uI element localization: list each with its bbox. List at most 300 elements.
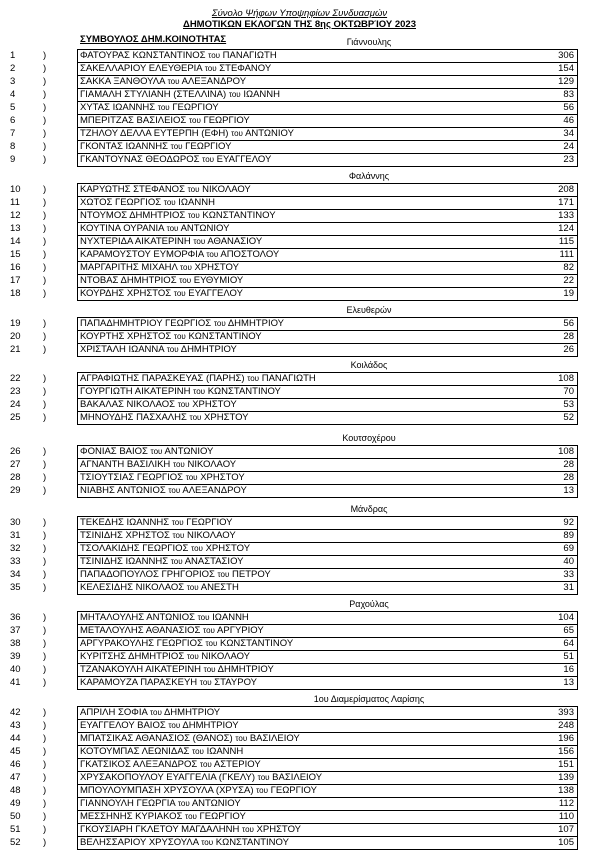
vote-count: 115 <box>558 236 574 247</box>
row-number-paren: ) <box>43 556 47 567</box>
vote-count: 105 <box>558 837 574 848</box>
row-number-paren: ) <box>43 115 47 126</box>
vote-count: 26 <box>563 344 574 355</box>
candidate-surname: ΣΑΚΚΑ ΞΑΝΘΟΥΛΑ <box>80 76 165 87</box>
vote-count: 46 <box>563 115 574 126</box>
table-row <box>10 317 578 330</box>
father-name: ΕΥΘΥΜΙΟΥ <box>193 275 244 286</box>
row-number-paren: ) <box>43 472 47 483</box>
father-name: ΠΑΝΑΓΙΩΤΗ <box>261 373 316 384</box>
row-number: 31 <box>10 530 21 541</box>
father-name: ΠΕΤΡΟΥ <box>232 569 271 580</box>
table-row <box>10 637 578 650</box>
candidate-surname: ΜΗΝΟΥΔΗΣ ΠΑΣΧΑΛΗΣ <box>80 412 187 423</box>
son-of-label: του <box>166 224 179 233</box>
vote-count: 129 <box>558 76 574 87</box>
father-name: ΔΗΜΗΤΡΙΟΥ <box>180 344 237 355</box>
table-row <box>10 758 578 771</box>
row-number: 48 <box>10 785 21 796</box>
row-number: 46 <box>10 759 21 770</box>
row-number: 37 <box>10 625 21 636</box>
table-row <box>10 676 578 689</box>
candidate-name <box>80 398 237 411</box>
row-number: 24 <box>10 399 21 410</box>
candidate-surname: ΜΠΟΥΛΟΥΜΠΑΣΗ ΧΡΥΣΟΥΛΑ (ΧΡΥΣΑ) <box>80 785 254 796</box>
vote-count: 89 <box>563 530 574 541</box>
father-name: ΔΗΜΗΤΡΙΟΥ <box>227 318 285 329</box>
son-of-label: του <box>185 812 197 821</box>
table-row <box>10 611 578 624</box>
row-number-paren: ) <box>43 373 47 384</box>
son-of-label: του <box>193 237 206 246</box>
vote-count: 53 <box>563 399 574 410</box>
son-of-label: του <box>150 447 163 456</box>
candidate-name <box>80 49 277 62</box>
row-number: 12 <box>10 210 21 221</box>
row-number: 2 <box>10 63 16 74</box>
table-row <box>10 248 578 261</box>
row-number-paren: ) <box>43 530 47 541</box>
candidate-surname: ΤΣΙΟΥΤΣΙΑΣ ΓΕΩΡΓΙΟΣ <box>80 472 184 483</box>
row-number-paren: ) <box>43 331 47 342</box>
row-number-paren: ) <box>43 824 47 835</box>
table-row <box>10 650 578 663</box>
row-number: 8 <box>10 141 16 152</box>
row-number: 52 <box>10 837 21 848</box>
table-row <box>10 581 578 594</box>
table-row <box>10 810 578 823</box>
candidate-name <box>80 471 245 484</box>
row-number-paren: ) <box>43 344 47 355</box>
candidate-surname: ΜΗΤΑΛΟΥΛΗΣ ΑΝΤΩΝΙΟΣ <box>80 612 195 623</box>
father-name: ΑΡΓΥΡΙΟΥ <box>217 625 264 636</box>
son-of-label: του <box>157 103 170 112</box>
candidate-surname: ΜΠΑΤΣΙΚΑΣ ΑΘΑΝΑΣΙΟΣ (ΘΑΝΟΣ) <box>80 733 233 744</box>
candidate-surname: ΧΥΤΑΣ ΙΩΑΝΝΗΣ <box>80 102 156 113</box>
candidate-name <box>80 153 271 166</box>
vote-count: 23 <box>563 154 574 165</box>
table-row <box>10 516 578 529</box>
vote-count: 104 <box>558 612 574 623</box>
table-row <box>10 411 578 424</box>
candidate-surname: ΠΑΠΑΔΟΠΟΥΛΟΣ ΓΡΗΓΟΡΙΟΣ <box>80 569 215 580</box>
candidate-surname: ΚΑΡΑΜΟΥΣΤΟΥ ΕΥΜΟΡΦΙΑ <box>80 249 204 260</box>
candidate-surname: ΚΟΥΤΙΝΑ ΟΥΡΑΝΙΑ <box>80 223 164 234</box>
row-number: 51 <box>10 824 21 835</box>
candidate-surname: ΜΠΕΡΙΤΖΑΣ ΒΑΣΙΛΕΙΟΣ <box>80 115 187 126</box>
father-name: ΝΙΚΟΛΑΟΥ <box>187 530 236 541</box>
father-name: ΒΑΣΙΛΕΙΟΥ <box>272 772 323 783</box>
son-of-label: του <box>189 413 202 422</box>
father-name: ΑΝΑΣΤΑΣΙΟΥ <box>184 556 244 567</box>
candidate-surname: ΚΟΥΡΔΗΣ ΧΡΗΣΤΟΣ <box>80 288 172 299</box>
candidate-name <box>80 581 239 594</box>
son-of-label: του <box>170 557 183 566</box>
candidate-surname: ΑΓΝΑΝΤΗ ΒΑΣΙΛΙΚΗ <box>80 459 171 470</box>
father-name: ΑΝΤΩΝΙΟΥ <box>164 446 214 457</box>
section-title: Γιάννουλης <box>346 37 392 47</box>
father-name: ΧΡΗΣΤΟΥ <box>194 262 239 273</box>
candidate-surname: ΝΤΟΒΑΣ ΔΗΜΗΤΡΙΟΣ <box>80 275 177 286</box>
row-number: 1 <box>10 50 16 61</box>
candidate-name <box>80 274 243 287</box>
candidate-surname: ΓΙΑΝΝΟΥΛΗ ΓΕΩΡΓΙΑ <box>80 798 176 809</box>
row-number: 3 <box>10 76 16 87</box>
row-number-paren: ) <box>43 288 47 299</box>
row-number-paren: ) <box>43 412 47 423</box>
candidate-name <box>80 140 231 153</box>
row-number: 35 <box>10 582 21 593</box>
candidate-surname: ΧΡΥΣΑΚΟΠΟΥΛΟΥ ΕΥΑΓΓΕΛΙΑ (ΓΚΕΛΥ) <box>80 772 256 783</box>
vote-count: 22 <box>563 275 574 286</box>
row-number: 33 <box>10 556 21 567</box>
candidate-surname: ΤΖΗΛΟΥ ΔΕΛΛΑ ΕΥΤΕΡΠΗ (ΕΦΗ) <box>80 128 229 139</box>
son-of-label: του <box>172 460 185 469</box>
father-name: ΚΩΝΣΤΑΝΤΙΝΟΥ <box>219 638 294 649</box>
father-name: ΑΛΕΞΑΝΔΡΟΥ <box>182 485 247 496</box>
son-of-label: του <box>168 486 181 495</box>
vote-count: 69 <box>563 543 574 554</box>
vote-count: 151 <box>558 759 574 770</box>
candidate-surname: ΒΑΚΑΛΑΣ ΝΙΚΟΛΑΟΣ <box>80 399 176 410</box>
candidate-name <box>80 222 229 235</box>
row-number-paren: ) <box>43 141 47 152</box>
father-name: ΓΕΩΡΓΙΟΥ <box>186 517 233 528</box>
table-row <box>10 529 578 542</box>
row-number: 27 <box>10 459 21 470</box>
vote-count: 64 <box>563 638 574 649</box>
father-name: ΙΩΑΝΝΗ <box>178 197 215 208</box>
table-row <box>10 797 578 810</box>
row-number-paren: ) <box>43 102 47 113</box>
father-name: ΓΕΩΡΓΙΟΥ <box>203 115 250 126</box>
vote-count: 156 <box>558 746 574 757</box>
candidate-surname: ΚΑΡΑΜΟΥΖΑ ΠΑΡΑΣΚΕΥΗ <box>80 677 198 688</box>
candidate-name <box>80 287 243 300</box>
row-number-paren: ) <box>43 50 47 61</box>
table-row <box>10 235 578 248</box>
father-name: ΕΥΑΓΓΕΛΟΥ <box>188 288 243 299</box>
father-name: ΚΩΝΣΤΑΝΤΙΝΟΥ <box>215 837 289 848</box>
candidate-surname: ΠΑΠΑΔΗΜΗΤΡΙΟΥ ΓΕΩΡΓΙΟΣ <box>80 318 212 329</box>
son-of-label: του <box>179 263 192 272</box>
vote-count: 248 <box>558 720 574 731</box>
son-of-label: του <box>205 639 218 648</box>
table-row <box>10 287 578 300</box>
candidate-surname: ΝΙΑΒΗΣ ΑΝΤΩΝΙΟΣ <box>80 485 166 496</box>
row-number: 32 <box>10 543 21 554</box>
father-name: ΑΣΤΕΡΙΟΥ <box>213 759 261 770</box>
row-number: 20 <box>10 331 21 342</box>
candidate-name <box>80 183 251 196</box>
candidate-surname: ΑΓΡΑΦΙΩΤΗΣ ΠΑΡΑΣΚΕΥΑΣ (ΠΑΡΗΣ) <box>80 373 245 384</box>
vote-count: 28 <box>563 459 574 470</box>
table-row <box>10 343 578 356</box>
row-number-paren: ) <box>43 154 47 165</box>
candidate-name <box>80 372 316 385</box>
row-number: 49 <box>10 798 21 809</box>
father-name: ΒΑΣΙΛΕΙΟΥ <box>249 733 300 744</box>
row-number: 4 <box>10 89 16 100</box>
father-name: ΝΙΚΟΛΑΟΥ <box>201 651 251 662</box>
row-number-paren: ) <box>43 184 47 195</box>
candidate-surname: ΒΕΛΗΣΣΑΡΙΟΥ ΧΡΥΣΟΥΛΑ <box>80 837 199 848</box>
candidate-name <box>80 611 249 624</box>
candidate-surname: ΧΩΤΟΣ ΓΕΩΡΓΙΟΣ <box>80 197 162 208</box>
son-of-label: του <box>187 211 200 220</box>
son-of-label: του <box>228 90 241 99</box>
vote-count: 83 <box>563 89 574 100</box>
candidate-surname: ΤΖΑΝΑΚΟΥΛΗ ΑΙΚΑΤΕΡΙΝΗ <box>80 664 201 675</box>
son-of-label: του <box>187 185 200 194</box>
vote-count: 111 <box>559 249 574 260</box>
row-number-paren: ) <box>43 785 47 796</box>
row-number: 6 <box>10 115 16 126</box>
vote-count: 40 <box>563 556 574 567</box>
table-row <box>10 88 578 101</box>
candidate-name <box>80 555 244 568</box>
vote-count: 171 <box>558 197 574 208</box>
row-number-paren: ) <box>43 318 47 329</box>
row-number-paren: ) <box>43 625 47 636</box>
son-of-label: του <box>173 332 186 341</box>
table-row <box>10 784 578 797</box>
row-number: 36 <box>10 612 21 623</box>
candidate-name <box>80 771 322 784</box>
row-number: 11 <box>10 197 20 208</box>
candidate-surname: ΝΤΟΥΜΟΣ ΔΗΜΗΤΡΙΟΣ <box>80 210 186 221</box>
table-row <box>10 75 578 88</box>
section-title: Ραχούλας <box>349 599 389 609</box>
table-row <box>10 385 578 398</box>
candidate-name <box>80 62 271 75</box>
row-number: 43 <box>10 720 21 731</box>
candidate-name <box>80 411 249 424</box>
table-row <box>10 458 578 471</box>
candidate-name <box>80 758 261 771</box>
table-row <box>10 140 578 153</box>
son-of-label: του <box>197 613 210 622</box>
candidate-name <box>80 624 264 637</box>
vote-count: 112 <box>558 798 574 809</box>
candidate-surname: ΧΡΙΣΤΑΛΗ ΙΩΑΝΝΑ <box>80 344 165 355</box>
candidate-surname: ΤΣΙΝΙΔΗΣ ΧΡΗΣΤΟΣ <box>80 530 170 541</box>
father-name: ΧΡΗΣΤΟΥ <box>204 412 249 423</box>
father-name: ΣΤΑΥΡΟΥ <box>214 677 257 688</box>
row-number: 47 <box>10 772 21 783</box>
son-of-label: του <box>257 773 270 782</box>
row-number-paren: ) <box>43 746 47 757</box>
table-row <box>10 624 578 637</box>
table-row <box>10 196 578 209</box>
section-title: Μάνδρας <box>350 504 388 514</box>
row-number: 15 <box>10 249 21 260</box>
row-number: 21 <box>10 344 21 355</box>
son-of-label: του <box>170 142 183 151</box>
section-title: 1ου Διαμερίσματος Λαρίσης <box>313 694 425 704</box>
candidate-surname: ΚΟΤΟΥΜΠΑΣ ΛΕΩΝΙΔΑΣ <box>80 746 190 757</box>
candidate-surname: ΓΚΟΥΣΙΑΡΗ ΓΚΛΕΤΟΥ ΜΑΓΔΑΛΗΝΗ <box>80 824 240 835</box>
father-name: ΓΕΩΡΓΙΟΥ <box>172 102 219 113</box>
father-name: ΧΡΗΣΤΟΥ <box>205 543 251 554</box>
father-name: ΔΗΜΗΤΡΙΟΥ <box>182 720 239 731</box>
row-number: 18 <box>10 288 21 299</box>
son-of-label: του <box>217 570 230 579</box>
row-number-paren: ) <box>43 223 47 234</box>
son-of-label: του <box>192 747 204 756</box>
candidate-name <box>80 261 239 274</box>
candidate-surname: ΦΟΝΙΑΣ ΒΑΙΟΣ <box>80 446 148 457</box>
son-of-label: του <box>173 289 186 298</box>
father-name: ΝΙΚΟΛΑΟΥ <box>187 459 237 470</box>
father-name: ΠΑΝΑΓΙΩΤΗ <box>222 50 277 61</box>
row-number-paren: ) <box>43 612 47 623</box>
row-number: 17 <box>10 275 21 286</box>
father-name: ΑΘΑΝΑΣΙΟΥ <box>207 236 263 247</box>
vote-count: 13 <box>563 677 574 688</box>
row-number: 22 <box>10 373 21 384</box>
son-of-label: του <box>177 400 190 409</box>
vote-count: 65 <box>563 625 574 636</box>
son-of-label: του <box>213 319 226 328</box>
row-number: 7 <box>10 128 16 139</box>
row-number-paren: ) <box>43 249 47 260</box>
row-number: 5 <box>10 102 16 113</box>
son-of-label: του <box>202 155 215 164</box>
candidate-name <box>80 810 246 823</box>
vote-count: 139 <box>558 772 574 783</box>
vote-count: 107 <box>558 824 574 835</box>
table-row <box>10 101 578 114</box>
son-of-label: του <box>208 51 221 60</box>
row-number: 40 <box>10 664 21 675</box>
candidate-surname: ΦΑΤΟΥΡΑΣ ΚΩΝΣΤΑΝΤΙΝΟΣ <box>80 50 206 61</box>
son-of-label: του <box>199 760 212 769</box>
father-name: ΓΕΩΡΓΙΟΥ <box>199 811 246 822</box>
son-of-label: του <box>199 678 212 687</box>
candidate-name <box>80 650 250 663</box>
vote-count: 33 <box>563 569 574 580</box>
row-number-paren: ) <box>43 651 47 662</box>
son-of-label: του <box>203 665 216 674</box>
vote-count: 393 <box>558 707 574 718</box>
row-number-paren: ) <box>43 517 47 528</box>
vote-count: 13 <box>563 485 574 496</box>
father-name: ΓΕΩΡΓΙΟΥ <box>270 785 317 796</box>
candidate-surname: ΤΕΚΕΔΗΣ ΙΩΑΝΝΗΣ <box>80 517 170 528</box>
candidate-name <box>80 836 289 849</box>
candidate-name <box>80 676 257 689</box>
candidate-name <box>80 568 271 581</box>
vote-count: 110 <box>558 811 574 822</box>
table-row <box>10 542 578 555</box>
son-of-label: του <box>168 721 181 730</box>
father-name: ΕΥΑΓΓΕΛΟΥ <box>216 154 272 165</box>
row-number: 29 <box>10 485 21 496</box>
candidate-surname: ΓΟΥΡΓΙΩΤΗ ΑΙΚΑΤΕΡΙΝΗ <box>80 386 191 397</box>
son-of-label: του <box>186 652 199 661</box>
table-row <box>10 732 578 745</box>
table-row <box>10 261 578 274</box>
section-3 <box>10 303 578 356</box>
table-row <box>10 49 578 62</box>
document-title: Σύνολο Ψήφων Υποψηφίων Συνδυασμών <box>211 8 388 19</box>
candidate-surname: ΑΠΡΙΛΗ ΣΟΦΙΑ <box>80 707 148 718</box>
father-name: ΑΝΤΩΝΙΟΥ <box>245 128 294 139</box>
table-row <box>10 209 578 222</box>
son-of-label: του <box>171 518 184 527</box>
table-row <box>10 183 578 196</box>
section-1 <box>10 35 578 166</box>
father-name: ΧΡΗΣΤΟΥ <box>200 472 245 483</box>
vote-count: 31 <box>563 582 574 593</box>
father-name: ΓΕΩΡΓΙΟΥ <box>185 141 232 152</box>
son-of-label: του <box>193 387 206 396</box>
row-number-paren: ) <box>43 76 47 87</box>
section-4 <box>10 358 578 424</box>
row-number-paren: ) <box>43 128 47 139</box>
father-name: ΑΝΤΩΝΙΟΥ <box>191 798 241 809</box>
son-of-label: του <box>177 799 190 808</box>
candidate-name <box>80 706 220 719</box>
vote-count: 196 <box>558 733 574 744</box>
section-title: Κουτσοχέρου <box>342 433 396 443</box>
candidate-name <box>80 529 236 542</box>
vote-count: 19 <box>563 288 574 299</box>
table-row <box>10 706 578 719</box>
vote-count: 306 <box>558 50 574 61</box>
son-of-label: του <box>206 250 219 259</box>
candidate-name <box>80 127 294 140</box>
row-number: 28 <box>10 472 21 483</box>
row-number-paren: ) <box>43 63 47 74</box>
row-number: 45 <box>10 746 21 757</box>
table-row <box>10 663 578 676</box>
vote-count: 92 <box>563 517 574 528</box>
candidate-name <box>80 330 262 343</box>
vote-count: 52 <box>563 412 574 423</box>
candidate-surname: ΚΑΡΥΩΤΗΣ ΣΤΕΦΑΝΟΣ <box>80 184 185 195</box>
vote-count: 208 <box>558 184 574 195</box>
candidate-name <box>80 719 239 732</box>
candidate-name <box>80 445 213 458</box>
row-number: 16 <box>10 262 21 273</box>
row-number: 39 <box>10 651 21 662</box>
son-of-label: του <box>163 198 176 207</box>
row-number-paren: ) <box>43 543 47 554</box>
section-7 <box>10 597 578 689</box>
row-number-paren: ) <box>43 798 47 809</box>
father-name: ΝΙΚΟΛΑΟΥ <box>202 184 251 195</box>
section-5 <box>10 431 578 497</box>
father-name: ΧΡΗΣΤΟΥ <box>192 399 237 410</box>
candidate-name <box>80 797 241 810</box>
row-number-paren: ) <box>43 210 47 221</box>
row-number: 13 <box>10 223 21 234</box>
candidate-surname: ΓΚΑΤΣΙΚΟΣ ΑΛΕΞΑΝΔΡΟΣ <box>80 759 198 770</box>
table-row <box>10 771 578 784</box>
row-number-paren: ) <box>43 236 47 247</box>
candidate-surname: ΤΣΟΛΑΚΙΔΗΣ ΓΕΩΡΓΙΟΣ <box>80 543 189 554</box>
candidate-name <box>80 484 247 497</box>
table-row <box>10 836 578 849</box>
table-row <box>10 719 578 732</box>
row-number-paren: ) <box>43 459 47 470</box>
vote-count: 56 <box>563 102 574 113</box>
candidate-name <box>80 542 250 555</box>
father-name: ΑΝΤΩΝΙΟΥ <box>180 223 230 234</box>
son-of-label: του <box>166 345 179 354</box>
